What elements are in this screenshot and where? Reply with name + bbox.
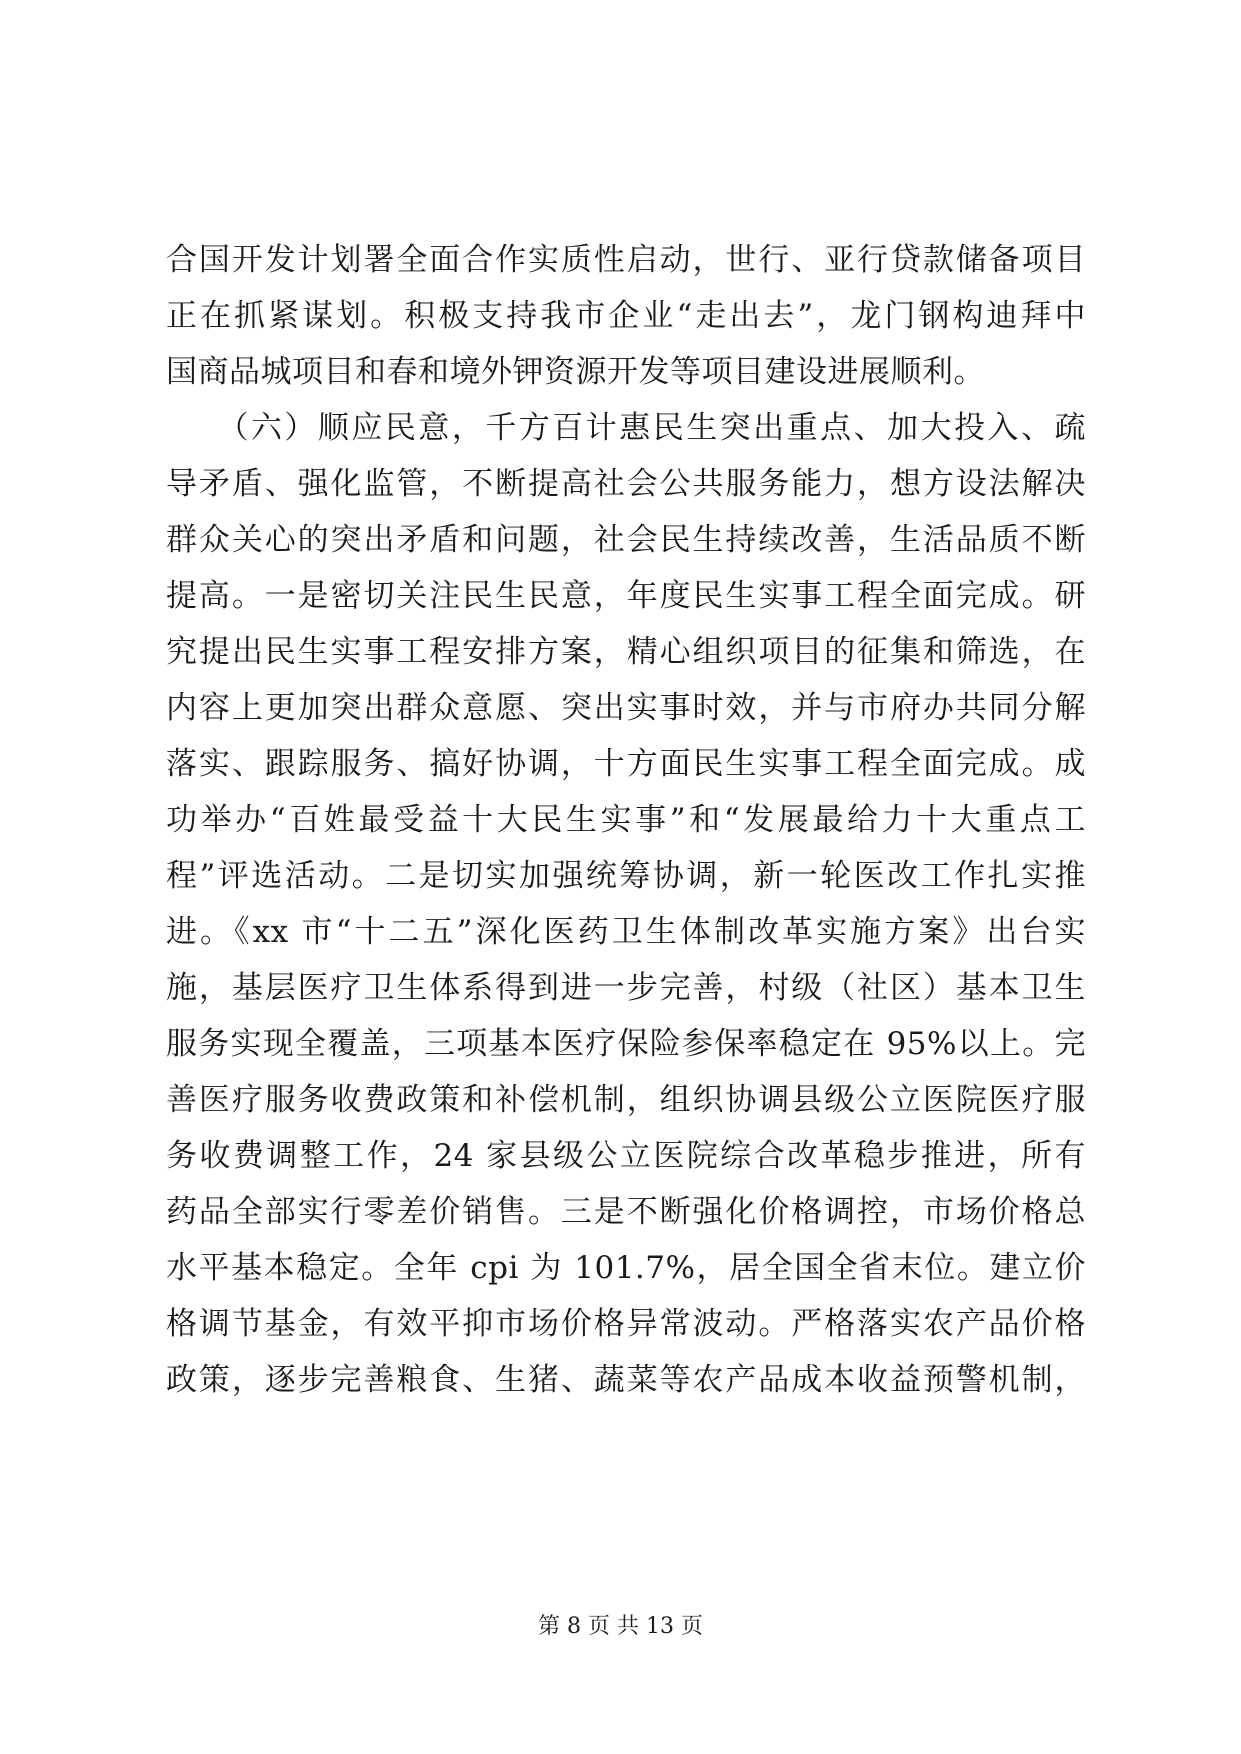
text-line: 正在抓紧谋划。积极支持我市企业“走出去”，龙门钢构迪拜中 [166,298,1086,334]
text-line: 善医疗服务收费政策和补偿机制，组织协调县级公立医院医疗服 [166,1082,1086,1118]
text-line: 内容上更加突出群众意愿、突出实事时效，并与市府办共同分解 [166,690,1086,726]
text-line: 群众关心的突出矛盾和问题，社会民生持续改善，生活品质不断 [166,522,1086,558]
text-line: 务收费调整工作，24 家县级公立医院综合改革稳步推进，所有 [166,1138,1086,1174]
page-number-footer: 第 8 页 共 13 页 [538,1614,703,1639]
text-line: （六）顺应民意，千方百计惠民生突出重点、加大投入、疏 [166,410,1086,446]
text-line: 服务实现全覆盖，三项基本医疗保险参保率稳定在 95%以上。完 [166,1026,1086,1062]
text-line: 政策，逐步完善粮食、生猪、蔬菜等农产品成本收益预警机制， [166,1362,1086,1398]
text-line: 国商品城项目和春和境外钾资源开发等项目建设进展顺利。 [166,354,985,390]
text-line: 程”评选活动。二是切实加强统筹协调，新一轮医改工作扎实推 [166,858,1086,894]
text-line: 落实、跟踪服务、搞好协调，十方面民生实事工程全面完成。成 [166,746,1086,782]
text-line: 导矛盾、强化监管，不断提高社会公共服务能力，想方设法解决 [166,466,1086,502]
body-text [166,232,1086,1408]
text-line: 提高。一是密切关注民生民意，年度民生实事工程全面完成。研 [166,578,1086,614]
text-line: 水平基本稳定。全年 cpi 为 101.7%，居全国全省末位。建立价 [166,1250,1086,1286]
text-line: 进。《xx 市“十二五”深化医药卫生体制改革实施方案》出台实 [166,914,1086,950]
text-line: 施，基层医疗卫生体系得到进一步完善，村级（社区）基本卫生 [166,970,1086,1006]
text-line: 格调节基金，有效平抑市场价格异常波动。严格落实农产品价格 [166,1306,1086,1342]
text-line: 究提出民生实事工程安排方案，精心组织项目的征集和筛选，在 [166,634,1086,670]
text-line: 合国开发计划署全面合作实质性启动，世行、亚行贷款储备项目 [166,242,1086,278]
text-line: 功举办“百姓最受益十大民生实事”和“发展最给力十大重点工 [166,802,1086,838]
text-line: 药品全部实行零差价销售。三是不断强化价格调控，市场价格总 [166,1194,1086,1230]
